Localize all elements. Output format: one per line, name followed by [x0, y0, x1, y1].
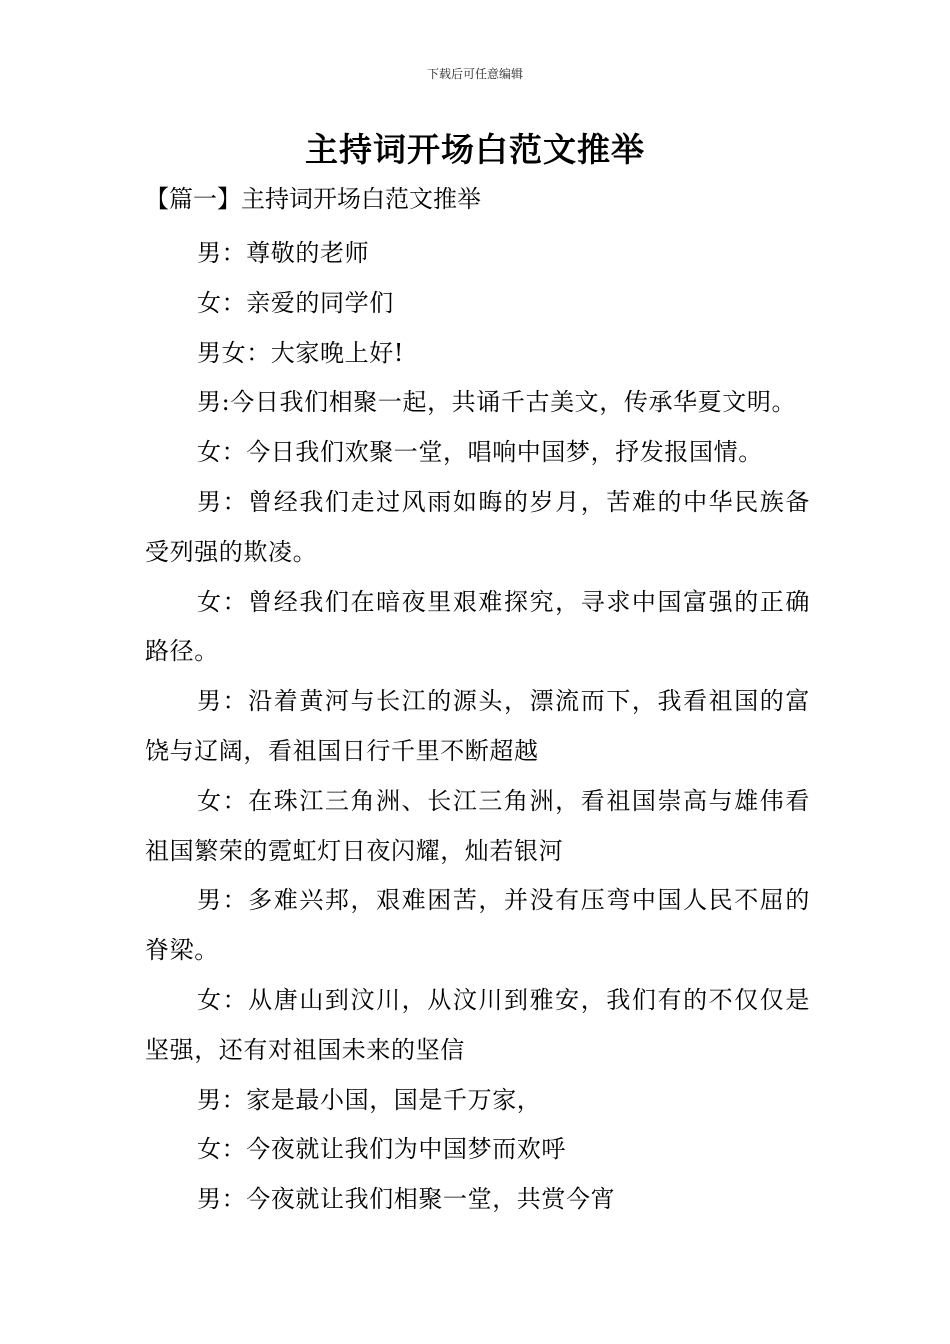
header-note: 下载后可任意编辑: [426, 67, 523, 81]
paragraph: 男：尊敬的老师: [197, 239, 370, 267]
paragraph: 男：家是最小国，国是千万家，: [197, 1085, 542, 1114]
paragraph: 女：今夜就让我们为中国梦而欢呼: [197, 1135, 566, 1164]
paragraph: 女：亲爱的同学们: [197, 288, 394, 317]
paragraph: 男：沿着黄河与长江的源头，漂流而下，我看祖国的富饶与辽阔，看祖国日行千里不断超越: [145, 687, 810, 765]
section-heading: 【篇一】主持词开场白范文推举: [145, 185, 481, 213]
paragraph: 女：曾经我们在暗夜里艰难探究，寻求中国富强的正确路径。: [145, 587, 810, 666]
paragraph: 女：从唐山到汶川，从汶川到雅安，我们有的不仅仅是坚强，还有对祖国未来的坚信: [145, 985, 810, 1064]
paragraph: 男:今日我们相聚一起，共诵千古美文，传承华夏文明。: [197, 388, 797, 417]
paragraph: 女：今日我们欢聚一堂，唱响中国梦，抒发报国情。: [197, 438, 763, 467]
paragraph: 男：多难兴邦，艰难困苦，并没有压弯中国人民不屈的脊梁。: [145, 886, 810, 965]
paragraph: 男女：大家晚上好!: [197, 338, 405, 367]
paragraph: 女：在珠江三角洲、长江三角洲，看祖国崇高与雄伟看祖国繁荣的霓虹灯日夜闪耀，灿若银河: [145, 786, 810, 865]
document-title: 主持词开场白范文推举: [305, 130, 645, 169]
paragraph: 男：曾经我们走过风雨如晦的岁月，苦难的中华民族备受列强的欺凌。: [145, 487, 810, 566]
paragraph: 男：今夜就让我们相聚一堂，共赏今宵: [197, 1185, 616, 1214]
document-body: [145, 229, 810, 1225]
